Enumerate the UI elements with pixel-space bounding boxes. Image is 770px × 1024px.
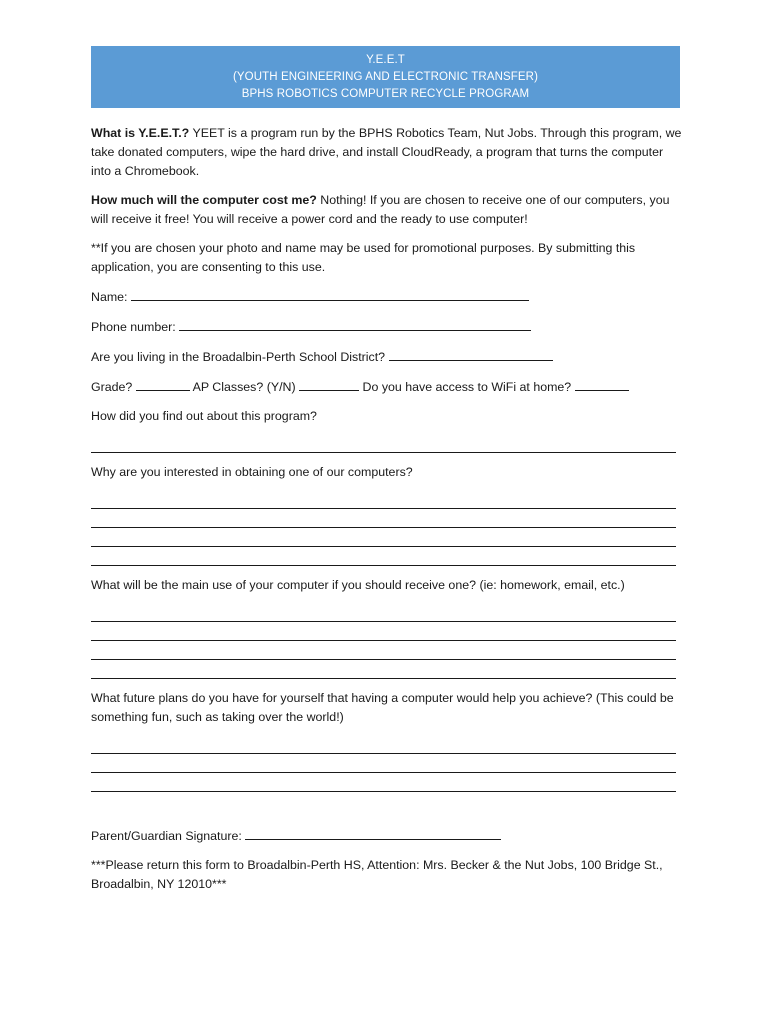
district-blank[interactable]	[389, 347, 553, 361]
wifi-blank[interactable]	[575, 377, 629, 391]
banner-title: Y.E.E.T	[366, 54, 405, 66]
answer-line[interactable]	[91, 509, 676, 528]
signature-blank[interactable]	[245, 826, 501, 840]
answer-line[interactable]	[91, 528, 676, 547]
cost-text: Nothing! If you are chosen to receive one of our computers, you will receive it free! You will receive a power cord and the ready to use computer!	[91, 193, 670, 226]
consent-notice: **If you are chosen your photo and name may be used for promotional purposes. By submitting this application, you are consenting to this use.	[91, 241, 636, 274]
cost-paragraph	[91, 191, 683, 229]
main-use-question: What will be the main use of your computer if you should receive one? (ie: homework, email, etc.)	[91, 578, 625, 592]
grade-blank[interactable]	[136, 377, 190, 391]
answer-line[interactable]	[91, 603, 676, 622]
header-banner	[91, 46, 680, 108]
future-plans-question: What future plans do you have for yourself that having a computer would help you achieve? (This could be something fun, such as taking over the world!)	[91, 691, 674, 724]
banner-program-name: BPHS ROBOTICS COMPUTER RECYCLE PROGRAM	[241, 88, 530, 100]
phone-label: Phone number:	[91, 320, 176, 334]
what-is-yeet-text: YEET is a program run by the BPHS Robotics Team, Nut Jobs. Through this program, we take donated computers, wipe the hard drive, and install CloudReady, a program that turns the computer into a Chromebook.	[91, 126, 682, 178]
interest-answer-lines	[91, 490, 683, 566]
what-is-yeet-label: What is Y.E.E.T.?	[91, 126, 190, 140]
form-body	[91, 124, 683, 904]
name-blank[interactable]	[131, 287, 529, 301]
interest-question: Why are you interested in obtaining one of our computers?	[91, 465, 413, 479]
answer-line[interactable]	[91, 754, 676, 773]
banner-subtitle: (YOUTH ENGINEERING AND ELECTRONIC TRANSFER)	[232, 71, 539, 83]
find-out-answer-lines	[91, 434, 683, 453]
phone-row	[91, 317, 683, 337]
grade-ap-wifi-row	[91, 377, 683, 397]
answer-line[interactable]	[91, 641, 676, 660]
answer-line[interactable]	[91, 434, 676, 453]
wifi-label: Do you have access to WiFi at home?	[362, 380, 572, 394]
answer-line[interactable]	[91, 660, 676, 679]
grade-label: Grade?	[91, 380, 133, 394]
return-instructions: ***Please return this form to Broadalbin-Perth HS, Attention: Mrs. Becker & the Nut Jobs, 100 Bridge St., Broadalbin, NY 12010***	[91, 858, 663, 891]
answer-line[interactable]	[91, 773, 676, 792]
district-label: Are you living in the Broadalbin-Perth School District?	[91, 350, 386, 364]
what-is-yeet-paragraph	[91, 124, 683, 181]
ap-classes-label: AP Classes? (Y/N)	[192, 380, 296, 394]
signature-label: Parent/Guardian Signature:	[91, 829, 242, 843]
answer-line[interactable]	[91, 622, 676, 641]
future-plans-answer-lines	[91, 735, 683, 792]
ap-classes-blank[interactable]	[299, 377, 359, 391]
find-out-question: How did you find out about this program?	[91, 409, 317, 423]
signature-row	[91, 826, 683, 846]
district-row	[91, 347, 683, 367]
answer-line[interactable]	[91, 490, 676, 509]
phone-blank[interactable]	[179, 317, 531, 331]
main-use-answer-lines	[91, 603, 683, 679]
answer-line[interactable]	[91, 547, 676, 566]
cost-label: How much will the computer cost me?	[91, 193, 317, 207]
name-label: Name:	[91, 290, 128, 304]
answer-line[interactable]	[91, 735, 676, 754]
name-row	[91, 287, 683, 307]
